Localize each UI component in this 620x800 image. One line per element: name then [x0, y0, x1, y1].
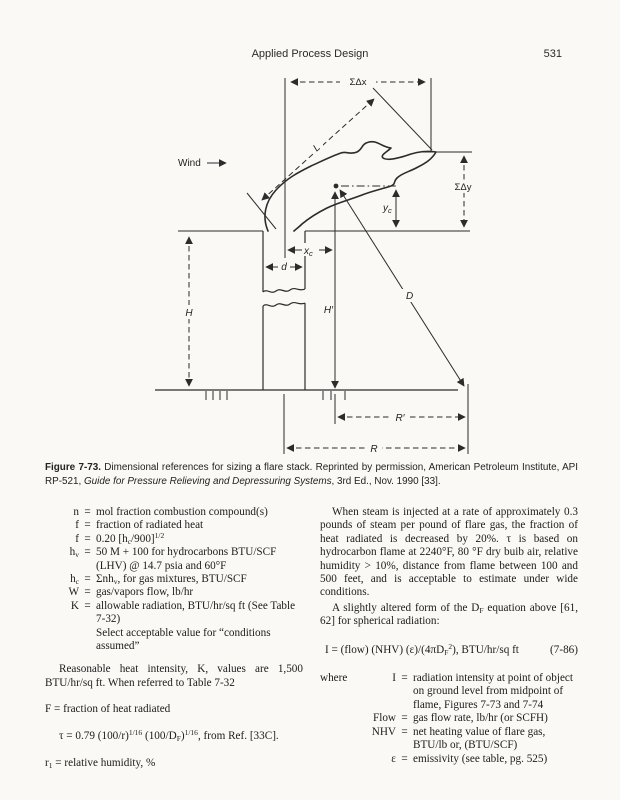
label-R-prime: R′: [395, 413, 405, 424]
equals: =: [84, 519, 91, 532]
ground-hatch-marks: [206, 391, 345, 400]
where-definition-list: [320, 672, 578, 766]
definition: gas/vapors flow, lb/hr: [96, 586, 194, 599]
label-R: R: [370, 444, 378, 455]
equals: =: [84, 573, 91, 586]
equals: =: [84, 546, 91, 559]
left-column: [45, 506, 303, 771]
label-flame-length: L: [311, 142, 323, 155]
label-d: d: [281, 262, 287, 273]
dimension-D-line: [340, 190, 464, 386]
label-xc: $x_c$: [304, 246, 313, 258]
equals: =: [401, 712, 408, 725]
definition: net heating value of flare gas, BTU/lb or, (BTU/SCF): [413, 725, 546, 752]
right-column: [320, 506, 578, 771]
heat-intensity-paragraph: Reasonable heat intensity, K, values are 1,500 BTU/hr/sq ft. When referred to Table 7-32: [45, 663, 303, 689]
label-h-prime: H′: [323, 305, 333, 316]
symbol: $h_c$: [70, 573, 79, 587]
equals: =: [401, 725, 408, 738]
definition: emissivity (see table, pg. 525): [413, 752, 548, 765]
label-H: H: [185, 308, 193, 319]
page-title: Applied Process Design: [251, 48, 369, 60]
page-number: 531: [543, 48, 562, 60]
equals: =: [84, 532, 91, 545]
symbol: f: [75, 519, 79, 532]
steam-injection-paragraph: When steam is injected at a rate of approximately 0.3 pounds of steam per pound of flare gas, the fraction of heat radiated is decreased by 20%. τ is based on hydrocarbon flame at 2240°F, 80 °F dry buib air, relative humidity > 10%, distance from flame between 100 and 500 feet, and is acceptable to estimate under wide conditions.: [320, 506, 578, 599]
definition: radiation intensity at point of object on ground level from midpoint of flame, Figures 7-73 and 7-74: [413, 672, 574, 711]
label-sigma-dx: ΣΔx: [349, 77, 367, 88]
symbol-definition-list: [53, 506, 303, 653]
fraction-heat-radiated-line: F = fraction of heat radiated: [45, 703, 171, 716]
symbol: W: [68, 586, 79, 599]
symbol: Flow: [372, 712, 396, 725]
definition: fraction of radiated heat: [96, 519, 204, 532]
equals: =: [84, 599, 91, 612]
definition: mol fraction combustion compound(s): [96, 506, 268, 518]
definition: 50 M + 100 for hydrocarbons BTU/SCF (LHV) @ 14.7 psia and 60°F: [96, 546, 277, 572]
equals: =: [84, 506, 91, 518]
equals: =: [401, 752, 408, 765]
equation-number: (7-86): [550, 643, 578, 656]
where-label: where: [320, 672, 348, 685]
label-D: D: [406, 291, 414, 302]
flame-outline: [265, 142, 436, 231]
label-yc: $y_c$: [383, 203, 392, 215]
definition: gas flow rate, lb/hr (or SCFH): [413, 712, 548, 725]
definition: 0.20 $[h_c/900]^{1/2}$: [96, 530, 165, 546]
perpendicular-tick-bottom: [247, 193, 276, 229]
definition: allowable radiation, BTU/hr/sq ft (See Table 7-32) Select acceptable value for “conditions assumed”: [96, 599, 296, 653]
symbol: n: [73, 506, 79, 518]
equals: =: [401, 672, 408, 685]
symbol: $h_v$: [69, 546, 79, 560]
tau-equation: τ = 0.79 $(100/r)^{1/16}$ $(100/D_F)^{1/16}$, from Ref. [33C].: [59, 727, 279, 743]
equation-7-86-row: [320, 641, 578, 657]
altered-form-paragraph: A slightly altered form of the $D_F$ equation above [61, 62] for spherical radiation:: [320, 601, 578, 628]
running-header: [0, 48, 620, 64]
text-columns: [45, 506, 578, 771]
definition: Σnh$_v$, for gas mixtures, BTU/SCF: [96, 573, 247, 587]
flame-midpoint-dot: [334, 184, 339, 189]
symbol: K: [70, 599, 79, 612]
stack-break-upper: [263, 289, 305, 293]
relative-humidity-line: $r_1$ = relative humidity, %: [45, 757, 156, 771]
symbol: f: [75, 532, 79, 545]
figure-caption: [45, 461, 578, 489]
equation-7-86: I = (flow) (NHV) $(\varepsilon)/(4\pi D_F^2)$, BTU/hr/sq ft: [325, 641, 519, 657]
symbol: I: [392, 672, 396, 685]
perpendicular-tick-top: [373, 88, 432, 150]
figure-caption-text: Dimensional references for sizing a flare stack. Reprinted by permission, American Petroleum Institute, API RP-521, Guide for Pressure Relieving and Depressuring Systems, 3rd Ed., Nov. 1990 [33].: [45, 462, 578, 487]
figure-caption-label: Figure 7-73.: [45, 462, 101, 473]
symbol: ε: [391, 752, 396, 765]
stack-break-lower: [263, 303, 305, 307]
equals: =: [84, 586, 91, 599]
flare-stack-diagram: [0, 70, 620, 465]
label-sigma-dy: ΣΔy: [454, 182, 472, 193]
symbol: NHV: [371, 725, 396, 738]
wind-label: Wind: [178, 158, 201, 169]
